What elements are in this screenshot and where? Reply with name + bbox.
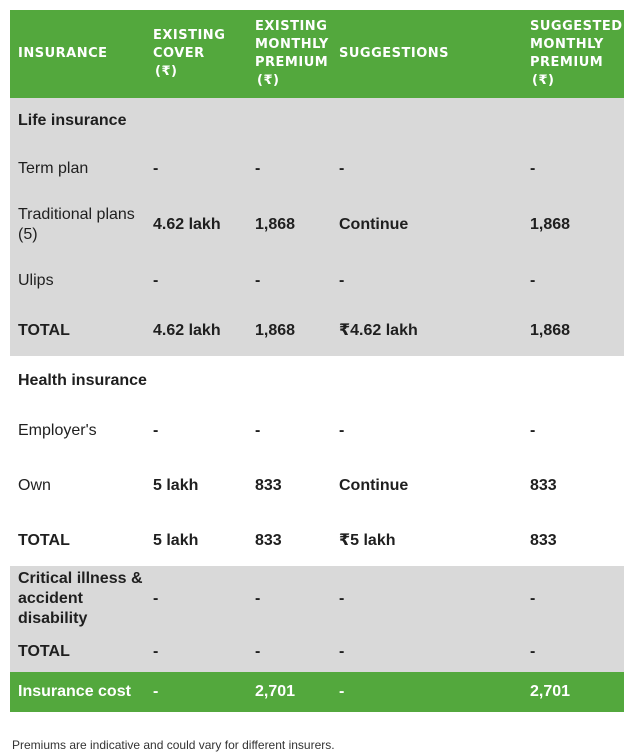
row-label: TOTAL bbox=[10, 306, 145, 356]
table-row-traditional bbox=[10, 194, 624, 256]
row-label: Traditional plans (5) bbox=[10, 194, 145, 256]
table-row-own bbox=[10, 456, 624, 516]
table-row-life-total bbox=[10, 306, 624, 356]
cell: - bbox=[331, 256, 522, 306]
header-suggested-premium: SUGGESTED MONTHLY PREMIUM (₹) bbox=[522, 10, 624, 98]
cell: 2,701 bbox=[247, 672, 331, 712]
cell: Continue bbox=[331, 456, 522, 516]
cell: - bbox=[247, 632, 331, 672]
table-row-term bbox=[10, 144, 624, 194]
cell: - bbox=[145, 144, 247, 194]
table-row-insurance-cost bbox=[10, 672, 624, 712]
cell: - bbox=[331, 672, 522, 712]
header-suggestions: SUGGESTIONS bbox=[331, 10, 522, 98]
cell: 1,868 bbox=[522, 306, 624, 356]
cell: - bbox=[331, 144, 522, 194]
cell: - bbox=[522, 144, 624, 194]
row-label: Term plan bbox=[10, 144, 145, 194]
header-insurance: INSURANCE bbox=[10, 10, 145, 98]
row-label: Own bbox=[10, 456, 145, 516]
row-label: TOTAL bbox=[10, 516, 145, 566]
cell: - bbox=[522, 256, 624, 306]
cell: 4.62 lakh bbox=[145, 194, 247, 256]
table-row-critical bbox=[10, 566, 624, 632]
cell: 2,701 bbox=[522, 672, 624, 712]
cell: 1,868 bbox=[247, 306, 331, 356]
cell: - bbox=[247, 144, 331, 194]
cell: - bbox=[247, 406, 331, 456]
table-row-life-section bbox=[10, 98, 624, 144]
cell: - bbox=[247, 256, 331, 306]
row-label: Critical illness & accident disability bbox=[10, 566, 145, 632]
cell: ₹4.62 lakh bbox=[331, 306, 522, 356]
cell: 833 bbox=[522, 516, 624, 566]
cell: 1,868 bbox=[522, 194, 624, 256]
cell: - bbox=[331, 566, 522, 632]
cell: ₹5 lakh bbox=[331, 516, 522, 566]
cell: 833 bbox=[247, 516, 331, 566]
section-label-health: Health insurance bbox=[10, 356, 624, 406]
cell: - bbox=[331, 632, 522, 672]
cell: - bbox=[522, 632, 624, 672]
header-existing-cover: EXISTING COVER (₹) bbox=[145, 10, 247, 98]
footnote: Premiums are indicative and could vary for different insurers. bbox=[12, 738, 335, 752]
insurance-table bbox=[10, 10, 624, 712]
cell: - bbox=[522, 406, 624, 456]
table-row-ulips bbox=[10, 256, 624, 306]
row-label: TOTAL bbox=[10, 632, 145, 672]
table-row-health-section bbox=[10, 356, 624, 406]
cell: - bbox=[331, 406, 522, 456]
cell: 833 bbox=[522, 456, 624, 516]
row-label: Insurance cost bbox=[10, 672, 145, 712]
cell: - bbox=[522, 566, 624, 632]
cell: - bbox=[145, 566, 247, 632]
row-label: Ulips bbox=[10, 256, 145, 306]
cell: 1,868 bbox=[247, 194, 331, 256]
table-row-critical-total bbox=[10, 632, 624, 672]
cell: - bbox=[247, 566, 331, 632]
row-label: Employer's bbox=[10, 406, 145, 456]
cell: 5 lakh bbox=[145, 516, 247, 566]
cell: Continue bbox=[331, 194, 522, 256]
cell: - bbox=[145, 406, 247, 456]
cell: - bbox=[145, 632, 247, 672]
table-row-health-total bbox=[10, 516, 624, 566]
cell: 833 bbox=[247, 456, 331, 516]
insurance-table-container bbox=[10, 10, 624, 712]
table-header-row bbox=[10, 10, 624, 98]
cell: 5 lakh bbox=[145, 456, 247, 516]
cell: 4.62 lakh bbox=[145, 306, 247, 356]
cell: - bbox=[145, 672, 247, 712]
section-label-life: Life insurance bbox=[10, 98, 624, 144]
table-row-employer bbox=[10, 406, 624, 456]
header-existing-premium: EXISTING MONTHLY PREMIUM (₹) bbox=[247, 10, 331, 98]
cell: - bbox=[145, 256, 247, 306]
